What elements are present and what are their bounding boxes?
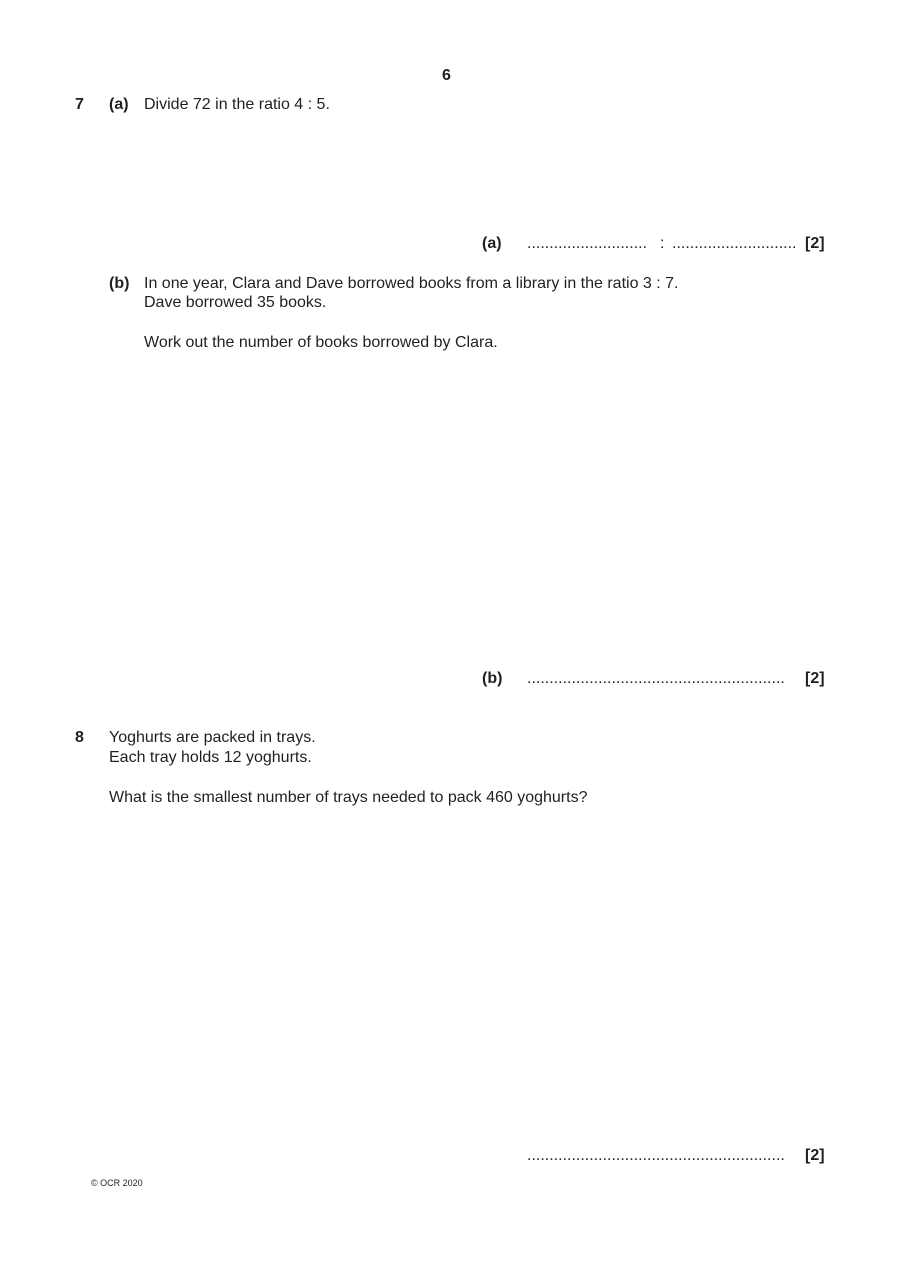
answer-7a-label: (a)	[482, 235, 502, 252]
answer-7b-marks: [2]	[805, 670, 825, 687]
question-7b-line2: Dave borrowed 35 books.	[144, 294, 327, 311]
question-7-number: 7	[75, 96, 84, 113]
page-number: 6	[442, 67, 451, 84]
answer-7a-marks: [2]	[805, 235, 825, 252]
question-7a-label: (a)	[109, 96, 129, 113]
question-7a-text: Divide 72 in the ratio 4 : 5.	[144, 96, 330, 113]
answer-7a-colon: :	[660, 235, 665, 252]
question-7b-line3: Work out the number of books borrowed by Clara.	[144, 334, 498, 351]
answer-8-marks: [2]	[805, 1147, 825, 1164]
copyright-footer: © OCR 2020	[91, 1178, 143, 1188]
question-8-number: 8	[75, 729, 84, 746]
question-8-line1: Yoghurts are packed in trays.	[109, 729, 316, 746]
answer-8-dots: ..........................................................	[527, 1147, 785, 1164]
question-8-line2: Each tray holds 12 yoghurts.	[109, 749, 312, 766]
answer-7a-dots-left: ...........................	[527, 235, 648, 252]
answer-7b-label: (b)	[482, 670, 503, 687]
question-8-line3: What is the smallest number of trays needed to pack 460 yoghurts?	[109, 789, 588, 806]
answer-7a-dots-right: ............................	[672, 235, 797, 252]
answer-7b-dots: ..........................................................	[527, 670, 785, 687]
question-7b-line1: In one year, Clara and Dave borrowed books from a library in the ratio 3 : 7.	[144, 275, 679, 292]
question-7b-label: (b)	[109, 275, 130, 292]
